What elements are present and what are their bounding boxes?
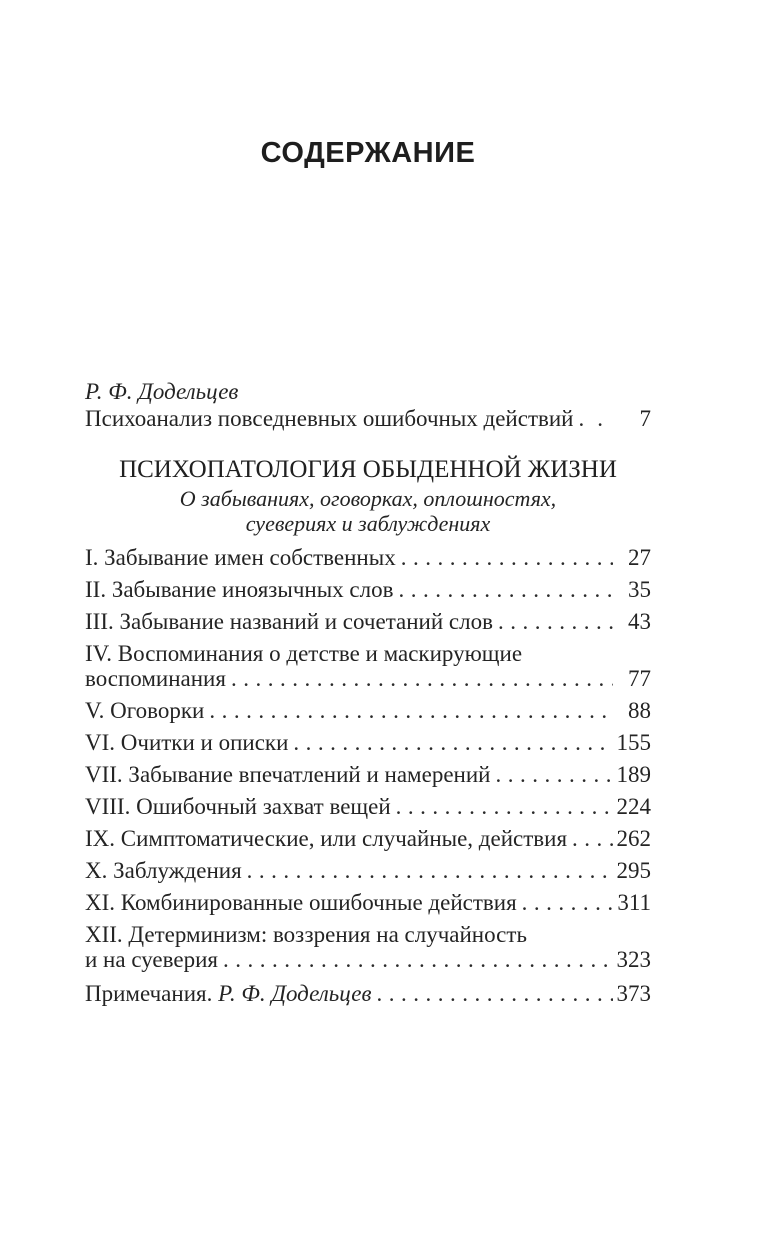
toc-entry-label: воспоминания bbox=[85, 666, 226, 691]
toc-entry bbox=[85, 762, 651, 787]
toc-entry bbox=[85, 609, 651, 634]
toc-entry-row bbox=[85, 545, 651, 570]
section-subtitle-line-2: суевериях и заблуждениях bbox=[245, 511, 491, 536]
intro-page-number: 7 bbox=[639, 406, 651, 431]
dot-leader bbox=[393, 577, 613, 602]
toc-entry-label: XI. Комбинированные ошибочные действия bbox=[85, 890, 517, 915]
toc-entry bbox=[85, 794, 651, 819]
toc-entry-first-line: XII. Детерминизм: воззрения на случайность bbox=[85, 922, 527, 947]
toc-entry-row bbox=[85, 762, 651, 787]
toc-entry-label: VII. Забывание впечатлений и намерений bbox=[85, 762, 491, 787]
toc-entry-row bbox=[85, 730, 651, 755]
notes-row bbox=[85, 981, 651, 1006]
intro-entry bbox=[85, 378, 651, 432]
toc-entry-page-number: 323 bbox=[616, 947, 651, 972]
dot-leader bbox=[391, 794, 613, 819]
section-subtitle-line-1: О забываниях, оговорках, оплошностях, bbox=[179, 486, 557, 511]
toc-entry bbox=[85, 641, 651, 691]
toc-entry bbox=[85, 698, 651, 723]
toc-entry bbox=[85, 826, 651, 851]
toc-entry-row bbox=[85, 826, 651, 851]
intro-title: Психоанализ повседневных ошибочных действий bbox=[85, 406, 574, 431]
dot-leader bbox=[396, 545, 613, 570]
intro-author: Р. Ф. Додельцев bbox=[85, 379, 239, 404]
toc-entry-page-number: 311 bbox=[617, 890, 651, 915]
toc-entry-page-number: 43 bbox=[628, 609, 651, 634]
toc-entry-page-number: 224 bbox=[616, 794, 651, 819]
toc-entry-page-number: 189 bbox=[616, 762, 651, 787]
section-heading: ПСИХОПАТОЛОГИЯ ОБЫДЕННОЙ ЖИЗНИ bbox=[119, 456, 617, 483]
toc-list bbox=[85, 545, 651, 1013]
toc-entry-page-number: 262 bbox=[616, 826, 651, 851]
toc-entry-row bbox=[85, 577, 651, 602]
toc-entry-row bbox=[85, 947, 651, 972]
toc-entry-page-number: 27 bbox=[628, 545, 651, 570]
toc-entry-row bbox=[85, 858, 651, 883]
dot-leader bbox=[371, 981, 613, 1006]
intro-title-row bbox=[85, 405, 651, 432]
toc-entry-label: III. Забывание названий и сочетаний слов bbox=[85, 609, 493, 634]
toc-entry-page-number: 35 bbox=[628, 577, 651, 602]
dot-leader bbox=[517, 890, 613, 915]
dot-leader bbox=[288, 730, 613, 755]
toc-entry-row bbox=[85, 794, 651, 819]
section-subtitle bbox=[85, 486, 651, 536]
toc-entry-label: VIII. Ошибочный захват вещей bbox=[85, 794, 391, 819]
toc-entry-page-number: 77 bbox=[628, 666, 651, 691]
toc-entry-row bbox=[85, 890, 651, 915]
notes-page-number: 373 bbox=[616, 981, 651, 1006]
toc-entry-row bbox=[85, 609, 651, 634]
toc-entry-row bbox=[85, 698, 651, 723]
toc-entry bbox=[85, 545, 651, 570]
toc-entry bbox=[85, 922, 651, 972]
toc-entry-row bbox=[85, 666, 651, 691]
notes-label: Примечания. bbox=[85, 981, 219, 1006]
toc-entry bbox=[85, 858, 651, 883]
toc-entry-label: VI. Очитки и описки bbox=[85, 730, 289, 755]
toc-entry bbox=[85, 730, 651, 755]
toc-entry-page-number: 295 bbox=[616, 858, 651, 883]
dot-leader bbox=[226, 666, 613, 691]
dot-leader bbox=[242, 858, 613, 883]
page-title: СОДЕРЖАНИЕ bbox=[260, 137, 476, 169]
notes-entry bbox=[85, 981, 651, 1006]
toc-entry-label: V. Оговорки bbox=[85, 698, 205, 723]
dot-leader bbox=[573, 405, 603, 432]
dot-leader bbox=[490, 762, 613, 787]
toc-entry bbox=[85, 577, 651, 602]
toc-entry bbox=[85, 890, 651, 915]
dot-leader bbox=[204, 698, 613, 723]
toc-entry-first-line: IV. Воспоминания о детстве и маскирующие bbox=[85, 641, 523, 666]
toc-entry-label: и на суеверия bbox=[85, 947, 218, 972]
notes-author: Р. Ф. Додельцев bbox=[218, 981, 372, 1006]
notes-label-group bbox=[85, 981, 371, 1006]
dot-leader bbox=[493, 609, 613, 634]
toc-entry-page-number: 155 bbox=[616, 730, 651, 755]
dot-leader bbox=[567, 826, 613, 851]
dot-leader bbox=[218, 947, 613, 972]
toc-entry-label: I. Забывание имен собственных bbox=[85, 545, 396, 570]
toc-entry-label: X. Заблуждения bbox=[85, 858, 242, 883]
toc-entry-label: IX. Симптоматические, или случайные, действия bbox=[85, 826, 568, 851]
toc-entry-label: II. Забывание иноязычных слов bbox=[85, 577, 394, 602]
toc-entry-page-number: 88 bbox=[628, 698, 651, 723]
